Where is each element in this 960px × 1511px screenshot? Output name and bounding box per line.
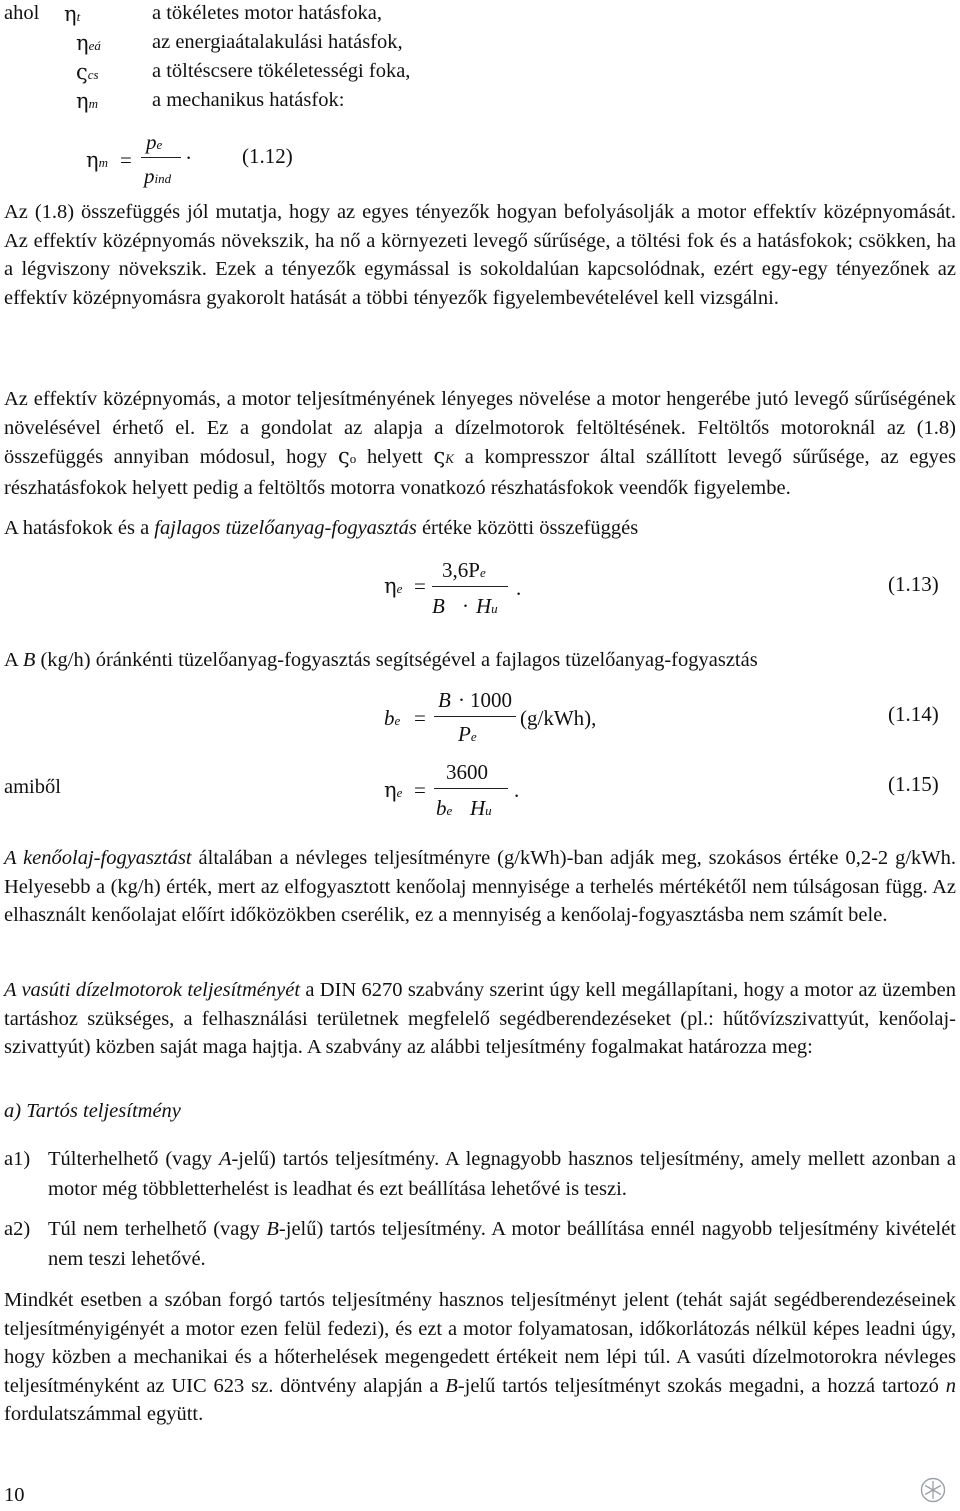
section-heading-continuous-power: a) Tartós teljesítmény: [4, 1100, 181, 1122]
snowflake-icon: [920, 1477, 946, 1503]
page-number: 10: [4, 1484, 25, 1506]
definition-text: az energiaátalakulási hatásfok,: [152, 31, 403, 53]
list-item-a1: a1) Túlterhelhető (vagy A-jelű) tartós teljesítmény. A legnagyobb hasznos teljesítmény, amely mellett azonban a motor még többletterhelést is leadhat és ezt beállítása lehetővé is teszi.: [4, 1148, 957, 1200]
paragraph-both-cases: Mindkét esetben a szóban forgó tartós teljesítmény hasznos teljesítményt jelent (tehát saját segédberendezéseinek teljesítményigényét a motor ezen felül fedezi), és ezt a motor folyamatosan, időkorlátozás nélkül képes leadni úgy, hogy közben a mechanikai és a hőterhelések megengedett értékeit nem lépi túl. A vasúti dízelmotorokra névleges teljesítményként az UIC 623 sz. döntvény alapján a B-jelű tartós teljesítményt szokás megadni, a hozzá tartozó n fordulatszámmal együtt.: [4, 1289, 956, 1425]
paragraph-rail-diesel-power: A vasúti dízelmotorok teljesítményét a DIN 6270 szabvány szerint úgy kell megállapítani, hogy a motor az üzemben tartáshoz szükséges, a felhasználási területnek megfelelő segédberendezéseket (pl.: hűtővízszivattyút, kenőolaj-szivattyút) közben saját maga hajtja. A szabvány az alábbi teljesítmény fogalmakat határozza meg:: [4, 979, 956, 1058]
definition-row: ςcs: [76, 60, 99, 84]
definition-row: ηeá: [76, 31, 101, 55]
where-label: ahol: [4, 2, 40, 24]
definition-text: a töltéscsere tökéletességi foka,: [152, 60, 411, 82]
paragraph-specific-consumption-intro: A hatásfokok és a fajlagos tüzelőanyag-fogyasztás értéke közötti összefüggés: [4, 517, 639, 539]
definition-row: ηt: [64, 2, 81, 26]
definition-text: a tökéletes motor hatásfoka,: [152, 2, 382, 24]
list-item-a2: a2) Túl nem terhelhető (vagy B-jelű) tartós teljesítmény. A motor beállítása ennél nagyobb teljesítmény kivételét nem teszi lehetővé.: [4, 1218, 956, 1270]
definition-text: a mechanikus hatásfok:: [152, 89, 345, 111]
definition-row: ηm: [76, 89, 98, 113]
paragraph-hourly-consumption: A B (kg/h) óránkénti tüzelőanyag-fogyasztás segítségével a fajlagos tüzelőanyag-fogyasztás: [4, 649, 758, 671]
paragraph-effective-pressure: Az (1.8) összefüggés jól mutatja, hogy az egyes tényezők hogyan befolyásolják a motor effektív középnyomását. Az effektív középnyomás növekszik, ha nő a környezeti levegő sűrűsége, a töltési fok és a hatásfokok; csökken, ha a légviszony növekszik. Ezek a tényezők egymással is sokoldalúan kapcsolódnak, ezért egy-egy tényezőnek az effektív középnyomásra gyakorolt hatását a többi tényezők figyelembevételével kell vizsgálni.: [4, 201, 956, 309]
paragraph-supercharging: Az effektív középnyomás, a motor teljesítményének lényeges növelése a motor hengerébe jutó levegő sűrűségének növelésével érhető el. Ez a gondolat az alapja a dízelmotorok feltöltésének. Feltöltős motoroknál az (1.8) összefüggés annyiban módosul, hogy ςo helyett ςK a kompresszor által szállított levegő sűrűsége, az egyes részhatásfokok helyett pedig a feltöltős motorra vonatkozó részhatásfokok veendők figyelembe.: [4, 388, 957, 499]
paragraph-lube-oil: A kenőolaj-fogyasztást általában a névleges teljesítményre (g/kWh)-ban adják meg, szokásos értéke 0,2-2 g/kWh. Helyesebb a (kg/h) érték, mert az elfogyasztott kenőolaj mennyisége a terhelés mértékétől nem túlságosan függ. Az elhasznált kenőolajat előírt időközökben cserélik, ez a mennyiség a kenőolaj-fogyasztásba nem számít bele.: [4, 847, 957, 926]
